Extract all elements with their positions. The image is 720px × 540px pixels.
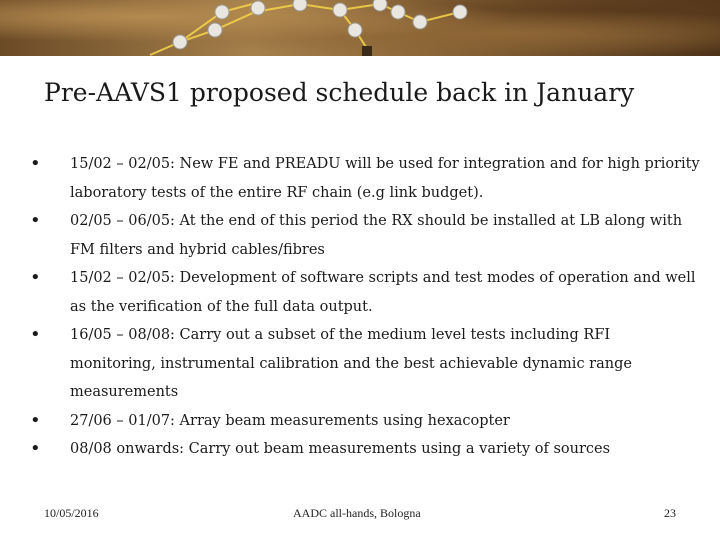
slide-title: Pre-AAVS1 proposed schedule back in January <box>44 78 635 107</box>
bullet-item <box>30 435 700 464</box>
bullet-item <box>30 321 700 407</box>
bullet-glyph: • <box>30 409 41 431</box>
bullet-glyph: • <box>30 438 41 459</box>
bullet-text: 08/08 onwards: Carry out beam measurements using a variety of sources <box>70 441 611 457</box>
header-banner-image <box>0 0 720 56</box>
antenna-array-graphic <box>0 0 720 56</box>
footer-date: 10/05/2016 <box>44 506 99 520</box>
bullet-item <box>30 150 700 207</box>
bullet-text: 27/06 – 01/07: Array beam measurements using hexacopter <box>70 412 510 429</box>
footer-event: AADC all-hands, Bologna <box>293 506 421 520</box>
bullet-text: 02/05 – 06/05: At the end of this period the RX should be installed at LB along with FM filters and hybrid cables/fibres <box>70 213 683 258</box>
page-number: 23 <box>664 506 676 520</box>
bullet-text: 16/05 – 08/08: Carry out a subset of the medium level tests including RFI monitoring, instrumental calibration and the best achievable dynamic range measurements <box>70 327 632 400</box>
bullet-glyph: • <box>30 153 41 174</box>
bullet-text: 15/02 – 02/05: New FE and PREADU will be used for integration and for high priority laboratory tests of the entire RF chain (e.g link budget). <box>70 156 700 201</box>
bullet-item <box>30 264 700 321</box>
bullet-glyph: • <box>30 324 41 345</box>
bullet-item <box>30 407 700 436</box>
bullet-text: 15/02 – 02/05: Development of software scripts and test modes of operation and well as the verification of the full data output. <box>70 270 696 315</box>
bullet-glyph: • <box>30 210 41 231</box>
bullet-glyph: • <box>30 267 41 288</box>
bullet-list <box>30 150 700 464</box>
bullet-item <box>30 207 700 264</box>
